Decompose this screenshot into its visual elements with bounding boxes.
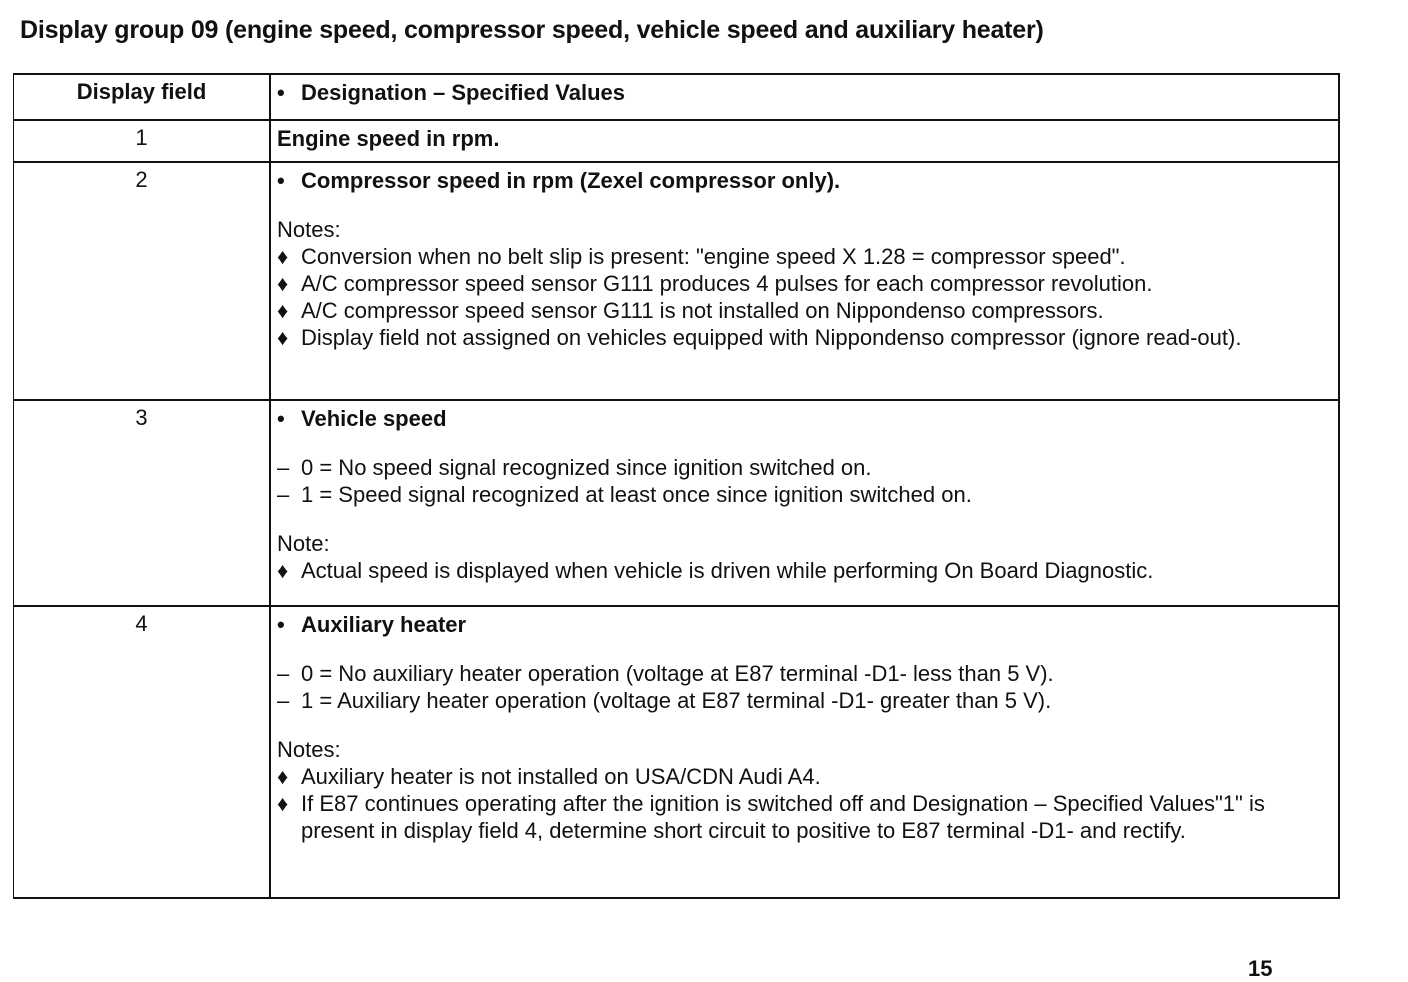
note-item: [277, 790, 1330, 844]
dash-marker-icon: –: [277, 482, 290, 507]
bullet-icon: •: [277, 406, 285, 431]
note-item: [277, 270, 1330, 297]
row-content: [271, 607, 1338, 897]
diamond-bullet-icon: ♦: [277, 764, 289, 789]
notes-label: Notes:: [277, 737, 341, 762]
value-item: [277, 454, 1330, 481]
table-row: [14, 399, 1338, 605]
value-item: [277, 481, 1330, 508]
note-text: Display field not assigned on vehicles equipped with Nippondenso compressor (ignore read-out).: [301, 325, 1242, 350]
table-row: [14, 119, 1338, 161]
diamond-bullet-icon: ♦: [277, 244, 289, 269]
value-item: [277, 660, 1330, 687]
bullet-icon: •: [277, 168, 285, 193]
bullet-icon: •: [277, 80, 285, 105]
note-text: Conversion when no belt slip is present: "engine speed X 1.28 = compressor speed".: [301, 244, 1126, 269]
dash-marker-icon: –: [277, 455, 290, 480]
display-group-table: [13, 73, 1340, 899]
diamond-bullet-icon: ♦: [277, 298, 289, 323]
value-text: 1 = Speed signal recognized at least once since ignition switched on.: [301, 482, 972, 507]
header-display-field: Display field: [14, 75, 271, 119]
value-text: 0 = No auxiliary heater operation (voltage at E87 terminal -D1- less than 5 V).: [301, 661, 1054, 686]
note-item: [277, 297, 1330, 324]
note-text: Actual speed is displayed when vehicle is driven while performing On Board Diagnostic.: [301, 558, 1154, 583]
header-designation: [271, 75, 1338, 119]
value-text: 0 = No speed signal recognized since ignition switched on.: [301, 455, 872, 480]
diamond-bullet-icon: ♦: [277, 271, 289, 296]
row-title-text: Compressor speed in rpm (Zexel compressor only).: [301, 168, 841, 193]
diamond-bullet-icon: ♦: [277, 558, 289, 583]
row-title-text: Auxiliary heater: [301, 612, 467, 637]
note-item: [277, 243, 1330, 270]
display-field-number: 4: [14, 607, 271, 897]
note-text: If E87 continues operating after the ignition is switched off and Designation – Specified Values"1" is present in display field 4, determine short circuit to positive to E87 terminal -D1- and rectify.: [301, 791, 1265, 843]
dash-marker-icon: –: [277, 661, 290, 686]
header-designation-label: Designation – Specified Values: [301, 80, 625, 105]
note-item: [277, 324, 1330, 351]
note-text: A/C compressor speed sensor G111 is not installed on Nippondenso compressors.: [301, 298, 1104, 323]
table-row: [14, 605, 1338, 897]
note-text: Auxiliary heater is not installed on USA/CDN Audi A4.: [301, 764, 821, 789]
value-item: [277, 687, 1330, 714]
row-content: [271, 163, 1338, 399]
notes-label: Notes:: [277, 217, 341, 242]
note-text: A/C compressor speed sensor G111 produces 4 pulses for each compressor revolution.: [301, 271, 1153, 296]
diamond-bullet-icon: ♦: [277, 791, 289, 816]
dash-marker-icon: –: [277, 688, 290, 713]
page-number: 15: [1248, 956, 1273, 981]
table-row: [14, 161, 1338, 399]
row-title: [277, 611, 1330, 638]
note-item: [277, 763, 1330, 790]
note-item: [277, 557, 1330, 584]
row-title: Engine speed in rpm.: [277, 126, 500, 151]
row-title: [277, 167, 1330, 194]
display-field-number: 1: [14, 121, 271, 161]
table-header-row: [14, 75, 1338, 119]
diamond-bullet-icon: ♦: [277, 325, 289, 350]
notes-label: Note:: [277, 531, 330, 556]
row-content: [271, 401, 1338, 605]
row-title-text: Vehicle speed: [301, 406, 447, 431]
row-title: [277, 405, 1330, 432]
bullet-icon: •: [277, 612, 285, 637]
page-title: Display group 09 (engine speed, compressor speed, vehicle speed and auxiliary heater): [20, 16, 1044, 44]
value-text: 1 = Auxiliary heater operation (voltage at E87 terminal -D1- greater than 5 V).: [301, 688, 1052, 713]
display-field-number: 3: [14, 401, 271, 605]
display-field-number: 2: [14, 163, 271, 399]
